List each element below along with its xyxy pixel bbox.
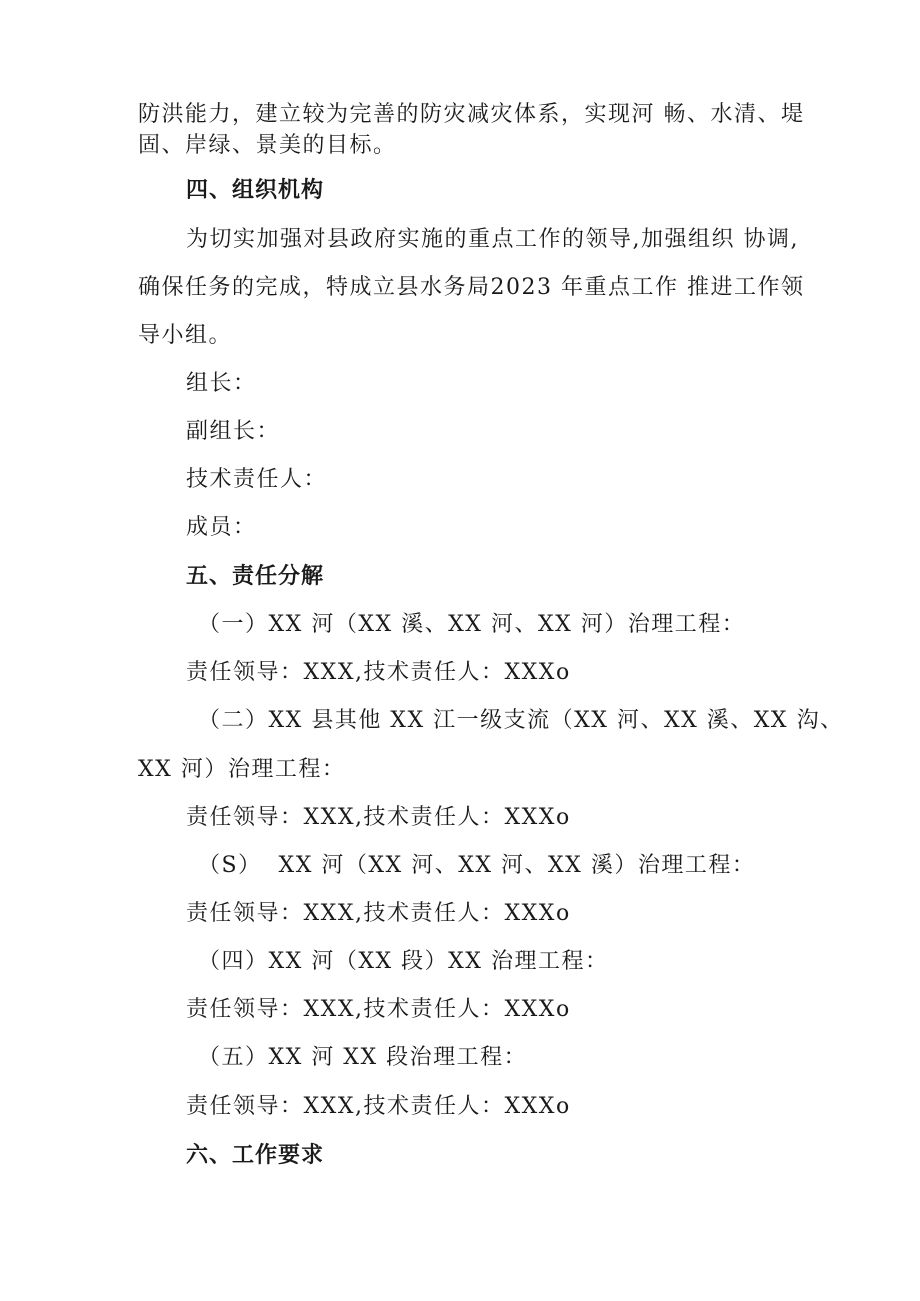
leader-label: 组长： [186, 371, 257, 396]
paragraph-line: 固、岸绿、景美的目标。 [138, 133, 397, 158]
paragraph-line: 确保任务的完成，特成立县水务局2023 年重点工作 推进工作领 [138, 275, 805, 300]
item-title: （一）XX 河（XX 溪、XX 河、XX 河）治理工程： [198, 612, 746, 637]
paragraph-line: 防洪能力，建立较为完善的防灾减灾体系，实现河 畅、水清、堤 [138, 102, 805, 127]
item-responsibility: 责任领导：XXX,技术责任人：XXXo [186, 997, 571, 1022]
item-title: XX 河）治理工程： [138, 757, 346, 782]
item-title: （二）XX 县其他 XX 江一级支流（XX 河、XX 溪、XX 沟、 [198, 708, 844, 733]
section-heading-responsibility: 五、责任分解 [186, 564, 325, 589]
item-title: （S） XX 河（XX 河、XX 河、XX 溪）治理工程： [198, 853, 756, 878]
item-responsibility: 责任领导：XXX,技术责任人：XXXo [186, 901, 571, 926]
section-heading-organization: 四、组织机构 [186, 178, 325, 203]
item-title: （四）XX 河（XX 段）XX 治理工程： [198, 949, 609, 974]
paragraph-line: 导小组。 [138, 323, 233, 348]
members-label: 成员： [186, 515, 257, 540]
tech-lead-label: 技术责任人： [186, 467, 328, 492]
item-title: （五）XX 河 XX 段治理工程： [198, 1045, 528, 1070]
paragraph-line: 为切实加强对县政府实施的重点工作的领导,加强组织 协调, [186, 227, 799, 252]
section-heading-requirements: 六、工作要求 [186, 1143, 325, 1168]
deputy-leader-label: 副组长： [186, 419, 281, 444]
item-responsibility: 责任领导：XXX,技术责任人：XXXo [186, 805, 571, 830]
item-responsibility: 责任领导：XXX,技术责任人：XXXo [186, 660, 571, 685]
item-responsibility: 责任领导：XXX,技术责任人：XXXo [186, 1094, 571, 1119]
